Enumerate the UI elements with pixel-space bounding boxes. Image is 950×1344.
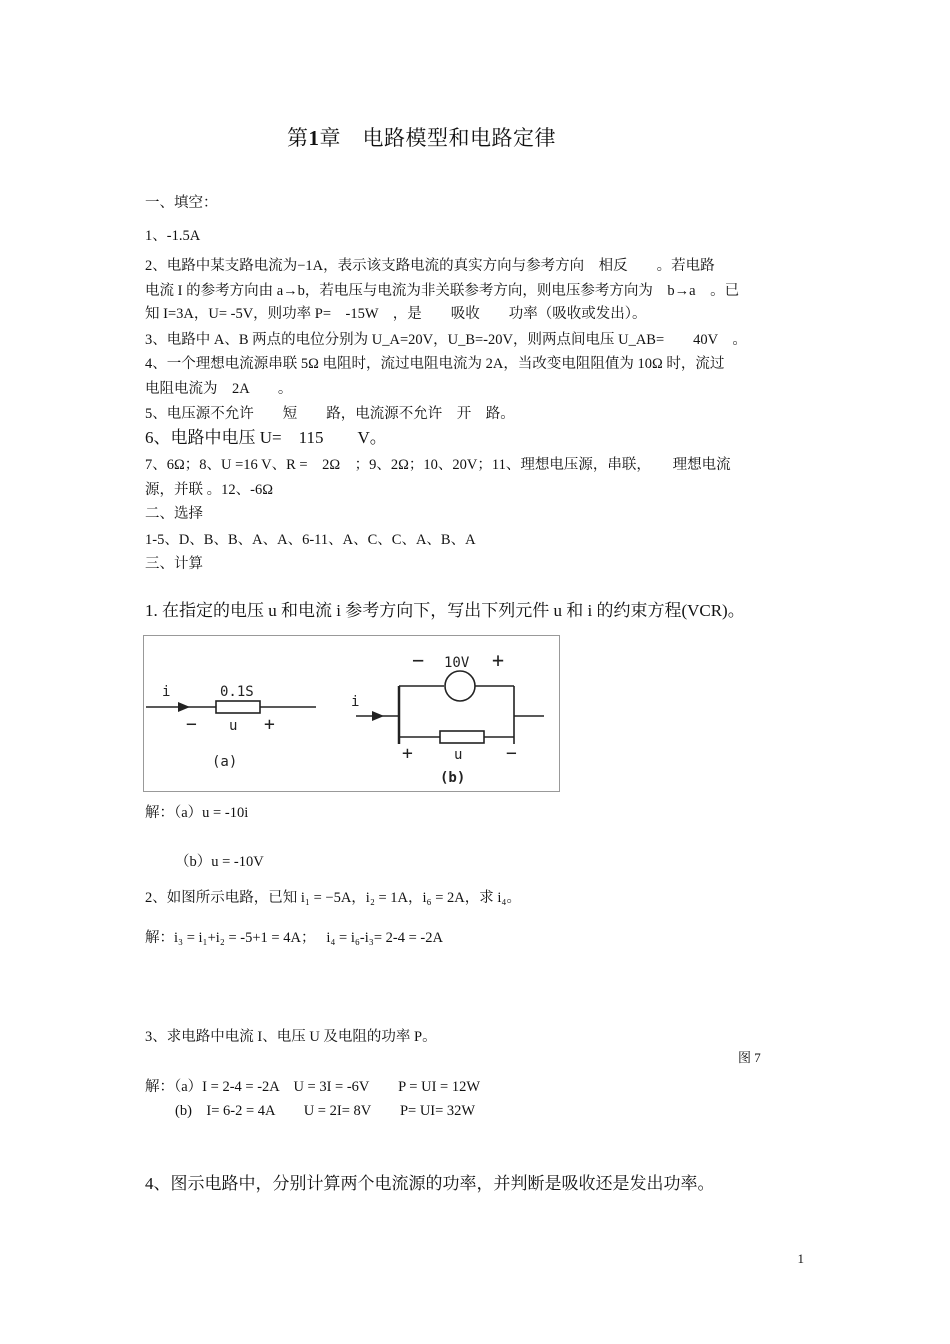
label-a-tag: (a) [212,754,238,770]
label-b-volt: u [454,747,463,763]
label-b-plus: + [402,743,413,764]
circuit-figure [143,635,560,792]
label-b-current: i [351,694,360,710]
solution-1b: （b）u = -10V [175,854,264,870]
label-a-resistor: 0.1S [220,684,254,700]
label-b-source: 10V [444,655,470,671]
label-b-minus: − [506,743,517,764]
question-1: 1. 在指定的电压 u 和电流 i 参考方向下，写出下列元件 u 和 i 的约束方程(VCR)。 [145,601,745,620]
page-number: 1 [797,1251,804,1266]
answer-1: 1、-1.5A [145,228,201,244]
arrow-b-icon [372,711,384,721]
label-a-minus: − [186,714,197,735]
label-a-current: i [162,684,171,700]
label-a-plus: + [264,714,275,735]
figure-7-label: 图 7 [738,1050,761,1065]
label-b-source-plus: + [492,648,505,672]
answer-6: 6、电路中电压 U= 115 V。 [145,428,387,447]
chapter-title: 第1章 电路模型和电路定律 [287,126,556,150]
question-2: 2、如图所示电路，已知 i₁ = −5A，i₂ = 1A，i₆ = 2A，求 i₄。 [145,890,521,906]
answer-2-line3: 知 I=3A，U= -5V，则功率 P= -15W ，是 吸收 功率（吸收或发出）。 [145,306,647,322]
solution-2: 解：i₃ = i₁+i₂ = -5+1 = 4A； i₄ = i₆-i₃= 2-4 = -2A [145,930,443,946]
answer-7-line2: 源，并联 。12、-6Ω [145,482,273,498]
answer-7-line1: 7、6Ω；8、U =16 V、R = 2Ω ；9、2Ω；10、20V；11、理想电压源，串联， 理想电流 [145,457,731,473]
answer-2-line1: 2、电路中某支路电流为−1A，表示该支路电流的真实方向与参考方向 相反 。若电路 [145,258,715,274]
circuit-svg [144,636,559,791]
label-b-source-minus: − [412,648,425,672]
solution-3a: 解：（a）I = 2-4 = -2A U = 3I = -6V P = UI = 12W [145,1079,481,1095]
answer-4-line2: 电阻电流为 2A 。 [145,381,293,397]
answer-4-line1: 4、一个理想电流源串联 5Ω 电阻时，流过电阻电流为 2A，当改变电阻阻值为 10Ω 时，流过 [145,356,725,372]
section-choice: 二、选择 [145,506,203,522]
label-a-volt: u [229,718,238,734]
question-3: 3、求电路中电流 I、电压 U 及电阻的功率 P。 [145,1029,437,1045]
answer-5: 5、电压源不允许 短 路，电流源不允许 开 路。 [145,406,515,422]
arrow-a-icon [178,702,190,712]
answer-3: 3、电路中 A、B 两点的电位分别为 U_A=20V，U_B=-20V，则两点间电压 U_AB= 40V 。 [145,332,747,348]
question-4: 4、图示电路中，分别计算两个电流源的功率，并判断是吸收还是发出功率。 [145,1174,715,1193]
solution-1a: 解：（a）u = -10i [145,805,249,821]
solution-3b: (b) I= 6-2 = 4A U = 2I= 8V P= UI= 32W [175,1103,476,1119]
answer-2-line2: 电流 I 的参考方向由 a→b，若电压与电流为非关联参考方向，则电压参考方向为 b→a 。已 [145,283,740,299]
choice-answers: 1-5、D、B、B、A、A、6-11、A、C、C、A、B、A [145,532,476,548]
section-fill-blank: 一、填空： [145,195,218,211]
section-calc: 三、计算 [145,556,203,572]
label-b-tag: (b) [440,770,466,786]
